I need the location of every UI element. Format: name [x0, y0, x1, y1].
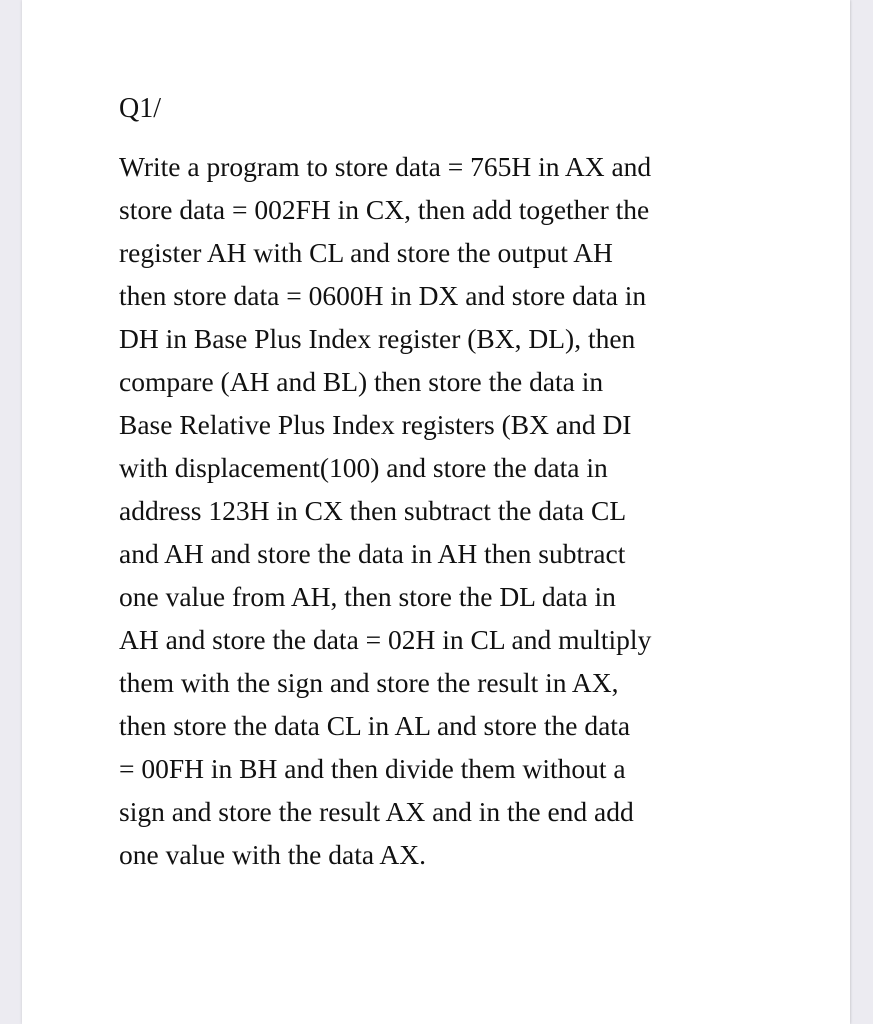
question-line: store data = 002FH in CX, then add together the	[119, 194, 650, 225]
question-line: then store the data CL in AL and store the data	[119, 710, 631, 741]
question-line: then store data = 0600H in DX and store data in	[119, 280, 647, 311]
question-line: DH in Base Plus Index register (BX, DL), then	[119, 323, 636, 354]
question-line: Base Relative Plus Index registers (BX and DI	[119, 409, 632, 440]
question-line: Write a program to store data = 765H in AX and	[119, 151, 652, 182]
question-line: AH and store the data = 02H in CL and multiply	[119, 624, 652, 655]
question-line: one value from AH, then store the DL data in	[119, 581, 616, 612]
question-label: Q1/	[119, 93, 161, 124]
document-page	[22, 0, 850, 1024]
question-content	[119, 92, 779, 876]
question-line: one value with the data AX.	[119, 839, 426, 870]
question-line: them with the sign and store the result in AX,	[119, 667, 619, 698]
question-line: sign and store the result AX and in the end add	[119, 796, 634, 827]
question-body	[119, 145, 779, 876]
question-line: and AH and store the data in AH then subtract	[119, 538, 626, 569]
question-line: address 123H in CX then subtract the data CL	[119, 495, 627, 526]
question-line: register AH with CL and store the output AH	[119, 237, 613, 268]
question-line: = 00FH in BH and then divide them without a	[119, 753, 626, 784]
question-line: with displacement(100) and store the data in	[119, 452, 608, 483]
question-line: compare (AH and BL) then store the data in	[119, 366, 604, 397]
